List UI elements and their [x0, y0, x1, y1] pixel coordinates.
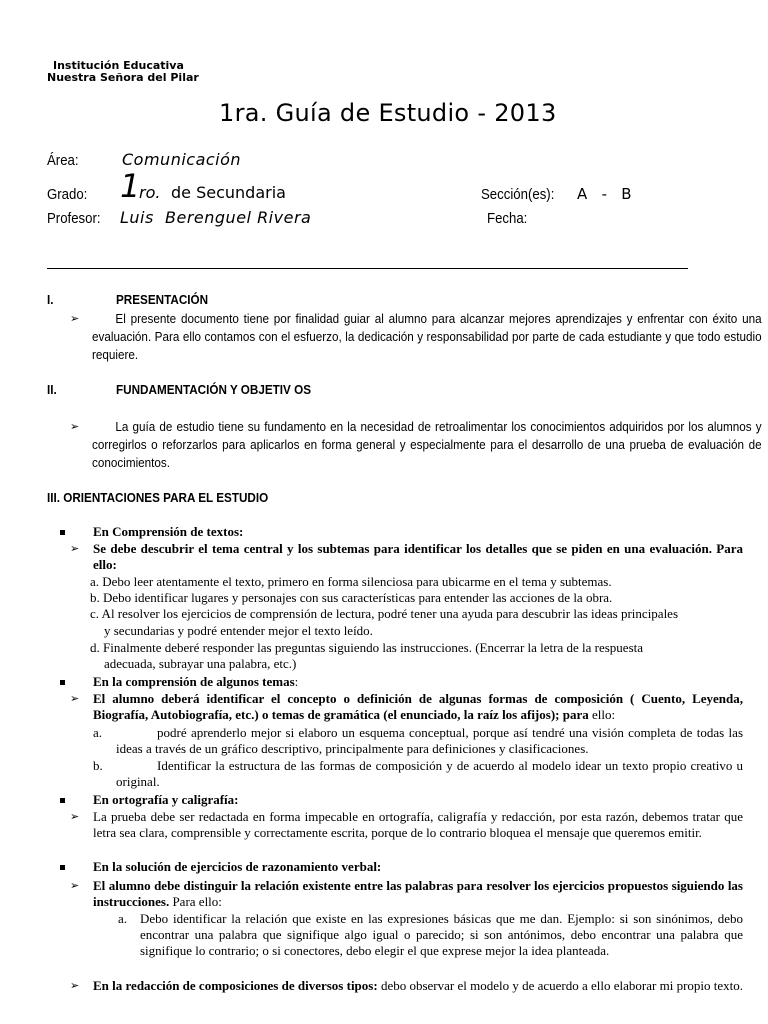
comprension-heading: En Comprensión de textos: [93, 524, 244, 539]
arrow-bullet-icon: ➢ [70, 542, 80, 555]
comprension-item-d-cont: adecuada, subrayar una palabra, etc.) [104, 656, 297, 671]
profesor-label: Profesor: [47, 210, 101, 227]
seccion-value: A - B [577, 185, 632, 203]
section-3-title: III. ORIENTACIONES PARA EL ESTUDIO [47, 490, 269, 505]
arrow-bullet-icon: ➢ [70, 810, 80, 823]
section-1-title: PRESENTACIÓN [116, 292, 209, 307]
temas-item-a: podré aprenderlo mejor si elaboro un esquema conceptual, porque así tendré una visión completa de todas las ideas a través de un gráfico descriptivo, principalmente para definiciones y clasificaciones. [116, 725, 743, 756]
temas-item-b: Identificar la estructura de las formas de composición y de acuerdo al modelo idear un texto propio creativo u original. [116, 758, 743, 789]
square-bullet-icon [60, 798, 65, 803]
institution-name: Institución Educativa [53, 59, 184, 72]
square-bullet-icon [60, 680, 65, 685]
section-1-text: El presente documento tiene por finalidad guiar al alumno para alcanzar mejores aprendizajes y enfrentar con éxito una evaluación. Para ello contamos con el esfuerzo, la dedicación y responsabilidad por parte de cada estudiante y que todo estudio requiere. [92, 311, 762, 362]
section-2-title: FUNDAMENTACIÓN Y OBJETIV OS [116, 382, 312, 397]
arrow-bullet-icon: ➢ [70, 692, 80, 705]
square-bullet-icon [60, 530, 65, 535]
razonamiento-intro: El alumno debe distinguir la relación existente entre las palabras para resolver los ejercicios propuestos siguiendo las instrucciones. Para ello: [93, 878, 743, 909]
grado-label: Grado: [47, 186, 88, 203]
square-bullet-icon [60, 865, 65, 870]
temas-heading: En la comprensión de algunos temas: [93, 674, 299, 689]
comprension-item-a: a. Debo leer atentamente el texto, primero en forma silenciosa para ubicarme en el tema y subtemas. [90, 574, 612, 589]
razonamiento-item-a-letter: a. [118, 911, 128, 926]
comprension-item-d: d. Finalmente deberé responder las preguntas siguiendo las instrucciones. (Encerrar la letra de la respuesta [90, 640, 644, 655]
temas-item-b-letter: b. [93, 758, 103, 773]
razonamiento-item-a: Debo identificar la relación que existe en las expresiones básicas que me dan. Ejemplo: si son sinónimos, debo encontrar una palabra que signifique algo igual o parecido; si son antónimos, debo encontrar una palabra que signifique lo contrario; o si conectores, debo elegir el que exprese mejor la idea planteada. [140, 911, 743, 958]
grado-value: de Secundaria [171, 183, 286, 202]
arrow-bullet-icon: ➢ [70, 979, 80, 992]
institution-subname: Nuestra Señora del Pilar [47, 71, 199, 84]
comprension-item-b: b. Debo identificar lugares y personajes con sus características para entender las acciones de la obra. [90, 590, 613, 605]
area-label: Área: [47, 152, 79, 169]
section-2-text: La guía de estudio tiene su fundamento en la necesidad de retroalimentar los conocimientos adquiridos por los alumnos y corregirlos o reforzarlos para aplicarlos en forma general y especialmente para el desarrollo de una prueba de evaluación de conocimientos. [92, 419, 762, 470]
seccion-label: Sección(es): [481, 186, 555, 203]
arrow-bullet-icon: ➢ [70, 420, 80, 433]
section-1-number: I. [47, 292, 54, 307]
grado-number: 1 [120, 167, 141, 205]
header-divider [47, 268, 688, 269]
redaccion-text: En la redacción de composiciones de diversos tipos: debo observar el modelo y de acuerdo a ello elaborar mi propio texto. [93, 978, 744, 993]
ortografia-text: La prueba debe ser redactada en forma impecable en ortografía, caligrafía y redacción, por esta razón, debemos tratar que letra sea clara, comprensible y correctamente escrita, porque de lo contrario bloquea el mensaje que queremos emitir. [93, 809, 743, 840]
arrow-bullet-icon: ➢ [70, 879, 80, 892]
grado-suffix: ro. [139, 183, 161, 202]
comprension-intro: Se debe descubrir el tema central y los subtemas para identificar los detalles que se piden en una evaluación. Para ello: [93, 541, 743, 572]
razonamiento-heading: En la solución de ejercicios de razonamiento verbal: [93, 859, 382, 874]
comprension-item-c-cont: y secundarias y podré entender mejor el texto leído. [104, 623, 373, 638]
fecha-label: Fecha: [487, 210, 528, 227]
area-value: Comunicación [122, 150, 242, 169]
comprension-item-c: c. Al resolver los ejercicios de comprensión de lectura, podré tener una ayuda para descubrir las ideas principales [90, 606, 679, 621]
section-2-number: II. [47, 382, 57, 397]
ortografia-heading: En ortografía y caligrafía: [93, 792, 239, 807]
temas-item-a-letter: a. [93, 725, 103, 740]
profesor-value: Luis Berenguel Rivera [120, 208, 312, 227]
document-title: 1ra. Guía de Estudio - 2013 [219, 99, 557, 127]
temas-intro: El alumno deberá identificar el concepto o definición de algunas formas de composición ( Cuento, Leyenda, Biografía, Autobiografía, etc.) o temas de gramática (el enunciado, la raíz los afijos); para ello: [93, 691, 743, 722]
arrow-bullet-icon: ➢ [70, 312, 80, 325]
